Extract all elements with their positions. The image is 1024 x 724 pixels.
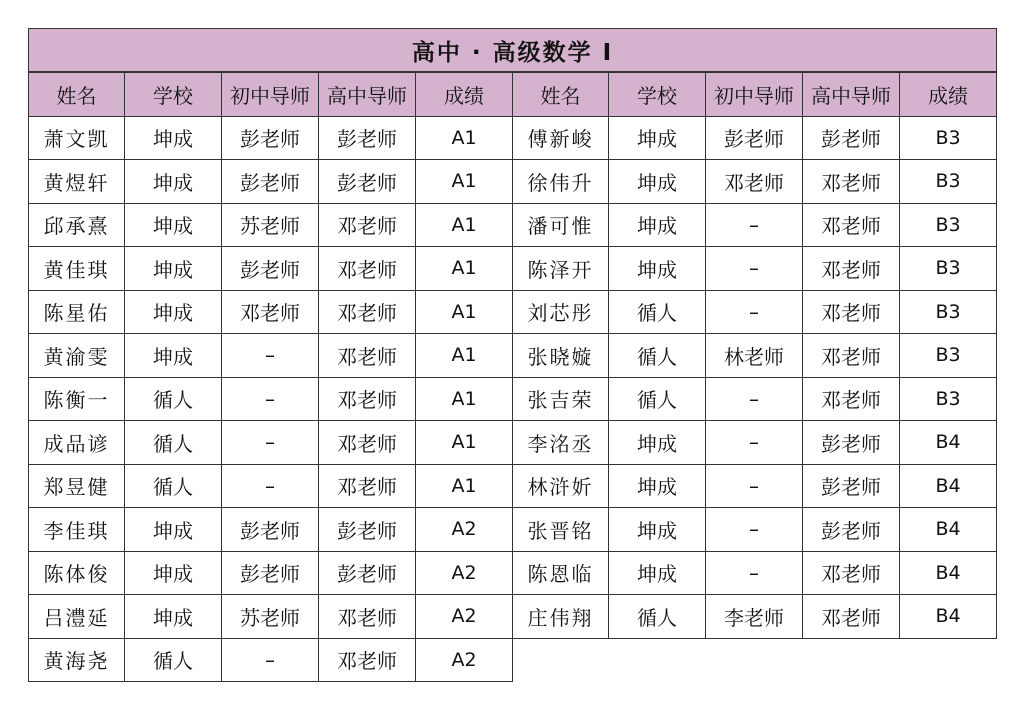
senior-mentor-cell: 邓老师 — [319, 334, 416, 378]
grade-cell: A2 — [416, 508, 513, 552]
school-cell: 循人 — [609, 377, 706, 421]
student-name: 张晋铭 — [513, 508, 609, 552]
senior-mentor-cell: 彭老师 — [803, 464, 900, 508]
junior-mentor-cell: – — [706, 247, 803, 291]
school-cell: 坤成 — [609, 203, 706, 247]
table-row — [29, 508, 513, 552]
student-name: 黄煜轩 — [29, 160, 125, 204]
school-cell: 循人 — [125, 377, 222, 421]
table-row — [29, 116, 513, 160]
sheet-title: 高中 · 高级数学 I — [28, 28, 997, 72]
junior-mentor-cell: – — [706, 203, 803, 247]
senior-mentor-cell: 邓老师 — [803, 377, 900, 421]
junior-mentor-cell: – — [706, 508, 803, 552]
grade-cell: B3 — [900, 116, 997, 160]
junior-mentor-cell: – — [222, 638, 319, 682]
table-row — [29, 551, 513, 595]
student-name: 郑昱健 — [29, 464, 125, 508]
school-cell: 坤成 — [125, 551, 222, 595]
table-row — [513, 508, 997, 552]
student-name: 萧文凯 — [29, 116, 125, 160]
table-row — [29, 377, 513, 421]
school-cell: 坤成 — [125, 290, 222, 334]
school-cell: 坤成 — [125, 508, 222, 552]
roster-body-right — [513, 116, 997, 638]
school-cell: 坤成 — [125, 595, 222, 639]
grade-cell: B3 — [900, 160, 997, 204]
junior-mentor-cell: 苏老师 — [222, 203, 319, 247]
school-cell: 坤成 — [609, 421, 706, 465]
table-row — [513, 160, 997, 204]
table-row — [29, 464, 513, 508]
table-row — [29, 247, 513, 291]
junior-mentor-cell: 苏老师 — [222, 595, 319, 639]
school-cell: 坤成 — [125, 160, 222, 204]
table-row — [29, 638, 513, 682]
junior-mentor-cell: – — [706, 290, 803, 334]
junior-mentor-cell: 彭老师 — [222, 508, 319, 552]
junior-mentor-cell: – — [706, 377, 803, 421]
school-cell: 循人 — [609, 595, 706, 639]
grade-cell: A1 — [416, 290, 513, 334]
grade-cell: B3 — [900, 203, 997, 247]
senior-mentor-cell: 彭老师 — [803, 116, 900, 160]
table-row — [513, 290, 997, 334]
table-row — [513, 334, 997, 378]
table-row — [29, 595, 513, 639]
header-grade: 成绩 — [900, 73, 997, 117]
senior-mentor-cell: 邓老师 — [319, 464, 416, 508]
school-cell: 循人 — [609, 334, 706, 378]
roster-table-left — [28, 72, 513, 682]
senior-mentor-cell: 邓老师 — [319, 595, 416, 639]
senior-mentor-cell: 彭老师 — [319, 508, 416, 552]
senior-mentor-cell: 彭老师 — [319, 551, 416, 595]
senior-mentor-cell: 邓老师 — [319, 377, 416, 421]
junior-mentor-cell: – — [706, 421, 803, 465]
senior-mentor-cell: 邓老师 — [803, 595, 900, 639]
student-name: 李洺丞 — [513, 421, 609, 465]
junior-mentor-cell: 彭老师 — [706, 116, 803, 160]
table-row — [29, 203, 513, 247]
school-cell: 坤成 — [125, 203, 222, 247]
grade-cell: A1 — [416, 247, 513, 291]
school-cell: 坤成 — [609, 464, 706, 508]
senior-mentor-cell: 彭老师 — [319, 160, 416, 204]
junior-mentor-cell: 彭老师 — [222, 247, 319, 291]
header-senior-mentor: 高中导师 — [319, 73, 416, 117]
senior-mentor-cell: 邓老师 — [803, 551, 900, 595]
header-name: 姓名 — [513, 73, 609, 117]
table-row — [29, 334, 513, 378]
student-name: 张晓嫙 — [513, 334, 609, 378]
school-cell: 循人 — [125, 638, 222, 682]
grade-cell: A2 — [416, 638, 513, 682]
header-school: 学校 — [609, 73, 706, 117]
school-cell: 循人 — [125, 464, 222, 508]
grade-cell: A2 — [416, 595, 513, 639]
junior-mentor-cell: – — [222, 421, 319, 465]
student-name: 林浒妡 — [513, 464, 609, 508]
senior-mentor-cell: 彭老师 — [803, 508, 900, 552]
grade-cell: B3 — [900, 290, 997, 334]
senior-mentor-cell: 邓老师 — [319, 638, 416, 682]
table-row — [513, 421, 997, 465]
student-name: 黄渝雯 — [29, 334, 125, 378]
student-name: 陈恩临 — [513, 551, 609, 595]
table-row — [513, 247, 997, 291]
school-cell: 坤成 — [609, 116, 706, 160]
senior-mentor-cell: 邓老师 — [319, 290, 416, 334]
grade-cell: A1 — [416, 334, 513, 378]
junior-mentor-cell: – — [222, 334, 319, 378]
student-name: 黄佳琪 — [29, 247, 125, 291]
roster-sheet — [28, 28, 997, 682]
grade-cell: B4 — [900, 421, 997, 465]
school-cell: 坤成 — [125, 334, 222, 378]
header-row — [513, 73, 997, 117]
grade-cell: B4 — [900, 551, 997, 595]
grade-cell: A1 — [416, 160, 513, 204]
junior-mentor-cell: 邓老师 — [222, 290, 319, 334]
junior-mentor-cell: 彭老师 — [222, 160, 319, 204]
student-name: 傅新峻 — [513, 116, 609, 160]
student-name: 徐伟升 — [513, 160, 609, 204]
junior-mentor-cell: 李老师 — [706, 595, 803, 639]
grade-cell: B4 — [900, 464, 997, 508]
header-name: 姓名 — [29, 73, 125, 117]
header-senior-mentor: 高中导师 — [803, 73, 900, 117]
table-row — [29, 160, 513, 204]
school-cell: 坤成 — [609, 160, 706, 204]
senior-mentor-cell: 邓老师 — [319, 247, 416, 291]
student-name: 刘芯彤 — [513, 290, 609, 334]
table-row — [513, 116, 997, 160]
school-cell: 坤成 — [125, 116, 222, 160]
school-cell: 循人 — [125, 421, 222, 465]
senior-mentor-cell: 邓老师 — [803, 334, 900, 378]
junior-mentor-cell: 彭老师 — [222, 551, 319, 595]
header-row — [29, 73, 513, 117]
grade-cell: A1 — [416, 421, 513, 465]
student-name: 潘可惟 — [513, 203, 609, 247]
junior-mentor-cell: – — [706, 551, 803, 595]
school-cell: 坤成 — [609, 551, 706, 595]
junior-mentor-cell: 邓老师 — [706, 160, 803, 204]
student-name: 邱承熹 — [29, 203, 125, 247]
table-row — [513, 595, 997, 639]
table-row — [513, 203, 997, 247]
student-name: 陈星佑 — [29, 290, 125, 334]
senior-mentor-cell: 彭老师 — [319, 116, 416, 160]
student-name: 张吉荣 — [513, 377, 609, 421]
senior-mentor-cell: 彭老师 — [803, 421, 900, 465]
grade-cell: A1 — [416, 203, 513, 247]
header-grade: 成绩 — [416, 73, 513, 117]
student-name: 吕澧延 — [29, 595, 125, 639]
grade-cell: A1 — [416, 116, 513, 160]
school-cell: 坤成 — [609, 247, 706, 291]
junior-mentor-cell: 彭老师 — [222, 116, 319, 160]
senior-mentor-cell: 邓老师 — [803, 160, 900, 204]
student-name: 陈衡一 — [29, 377, 125, 421]
grade-cell: B4 — [900, 595, 997, 639]
student-name: 陈泽开 — [513, 247, 609, 291]
senior-mentor-cell: 邓老师 — [319, 203, 416, 247]
table-row — [29, 290, 513, 334]
junior-mentor-cell: – — [222, 377, 319, 421]
table-row — [513, 464, 997, 508]
grade-cell: A1 — [416, 464, 513, 508]
grade-cell: B3 — [900, 334, 997, 378]
table-row — [29, 421, 513, 465]
school-cell: 坤成 — [125, 247, 222, 291]
school-cell: 循人 — [609, 290, 706, 334]
roster-table-right — [512, 72, 997, 639]
junior-mentor-cell: 林老师 — [706, 334, 803, 378]
grade-cell: A2 — [416, 551, 513, 595]
senior-mentor-cell: 邓老师 — [803, 203, 900, 247]
header-junior-mentor: 初中导师 — [706, 73, 803, 117]
student-name: 李佳琪 — [29, 508, 125, 552]
header-school: 学校 — [125, 73, 222, 117]
senior-mentor-cell: 邓老师 — [803, 290, 900, 334]
grade-cell: B3 — [900, 247, 997, 291]
senior-mentor-cell: 邓老师 — [803, 247, 900, 291]
grade-cell: B4 — [900, 508, 997, 552]
junior-mentor-cell: – — [222, 464, 319, 508]
roster-halves — [28, 72, 997, 682]
grade-cell: A1 — [416, 377, 513, 421]
junior-mentor-cell: – — [706, 464, 803, 508]
student-name: 成品谚 — [29, 421, 125, 465]
senior-mentor-cell: 邓老师 — [319, 421, 416, 465]
student-name: 庄伟翔 — [513, 595, 609, 639]
table-row — [513, 551, 997, 595]
student-name: 陈体俊 — [29, 551, 125, 595]
grade-cell: B3 — [900, 377, 997, 421]
header-junior-mentor: 初中导师 — [222, 73, 319, 117]
school-cell: 坤成 — [609, 508, 706, 552]
table-row — [513, 377, 997, 421]
roster-body-left — [29, 116, 513, 682]
student-name: 黄海尧 — [29, 638, 125, 682]
